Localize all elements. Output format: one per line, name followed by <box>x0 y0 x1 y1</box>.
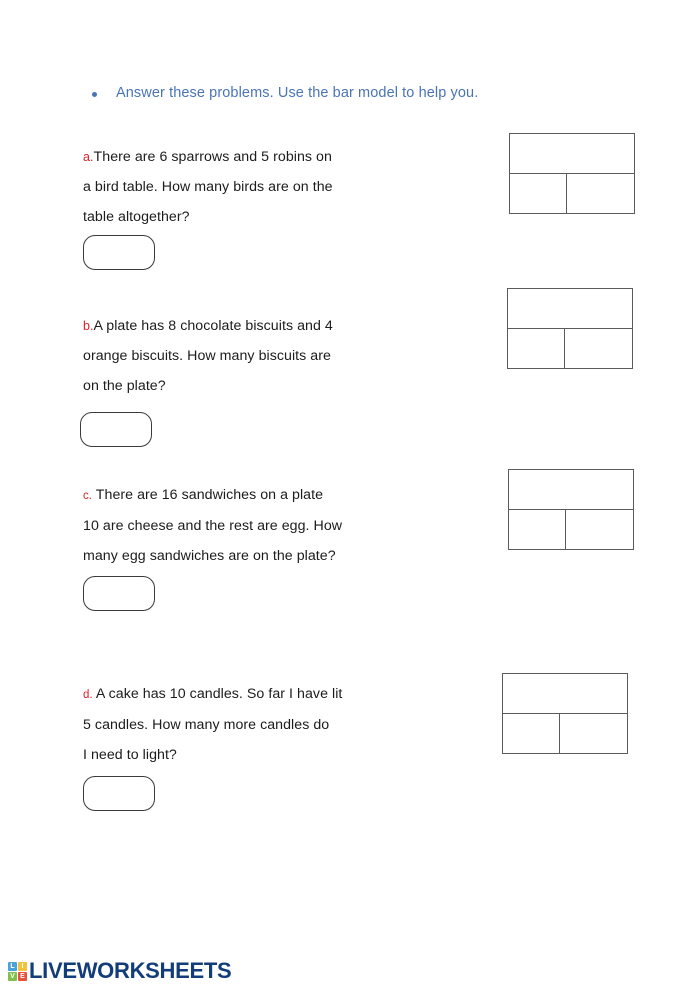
question-c-line-1 <box>83 480 413 511</box>
bar-model-c <box>508 469 634 550</box>
question-c-line-3: many egg sandwiches are on the plate? <box>83 548 336 564</box>
bar-whole-d <box>502 673 628 714</box>
question-c-label: c. <box>83 490 93 502</box>
question-block-c <box>83 480 413 571</box>
question-a-label: a. <box>83 150 94 164</box>
logo-cell-l: L <box>8 962 17 971</box>
bar-part-right-a <box>566 173 636 214</box>
question-b-text-1: A plate has 8 chocolate biscuits and 4 <box>93 318 333 334</box>
question-d-label: d. <box>83 689 93 701</box>
question-b-label: b. <box>83 319 94 333</box>
bar-model-a <box>509 133 635 214</box>
logo-cell-v: V <box>8 972 17 981</box>
bar-model-b <box>507 288 633 369</box>
question-c-line-2: 10 are cheese and the rest are egg. How <box>83 518 343 534</box>
question-b-line-1 <box>83 311 413 341</box>
bar-whole-c <box>508 469 634 510</box>
bar-part-right-c <box>565 509 635 550</box>
bar-part-right-d <box>559 713 629 754</box>
answer-input-c[interactable] <box>83 576 155 611</box>
logo-cell-i: I <box>18 962 27 971</box>
question-block-d <box>83 679 413 770</box>
question-a-line-1 <box>83 142 413 172</box>
answer-input-b[interactable] <box>80 412 152 447</box>
liveworksheets-footer[interactable] <box>8 960 231 982</box>
question-c-text-1: There are 16 sandwiches on a plate <box>92 487 324 503</box>
instruction-text: Answer these problems. Use the bar model to help you. <box>116 85 479 101</box>
bar-whole-a <box>509 133 635 174</box>
liveworksheets-logo-icon <box>8 962 27 981</box>
bar-part-left-b <box>507 328 565 369</box>
question-a-line-2: a bird table. How many birds are on the <box>83 179 333 195</box>
bar-part-left-a <box>509 173 567 214</box>
answer-input-a[interactable] <box>83 235 155 270</box>
question-block-b <box>83 311 413 401</box>
question-b-line-3: on the plate? <box>83 378 166 394</box>
question-block-a <box>83 142 413 232</box>
bar-part-right-b <box>564 328 634 369</box>
question-a-text-1: There are 6 sparrows and 5 robins on <box>93 149 332 165</box>
bullet-icon <box>92 92 97 97</box>
answer-input-d[interactable] <box>83 776 155 811</box>
question-d-text-1: A cake has 10 candles. So far I have lit <box>92 686 343 702</box>
logo-cell-e: E <box>18 972 27 981</box>
question-a-line-3: table altogether? <box>83 209 190 225</box>
liveworksheets-wordmark: LIVEWORKSHEETS <box>29 958 232 983</box>
bar-whole-b <box>507 288 633 329</box>
question-d-line-2: 5 candles. How many more candles do <box>83 717 330 733</box>
question-d-line-3: I need to light? <box>83 747 177 763</box>
question-b-line-2: orange biscuits. How many biscuits are <box>83 348 331 364</box>
question-d-line-1 <box>83 679 413 710</box>
instruction-heading <box>92 84 478 103</box>
bar-part-left-c <box>508 509 566 550</box>
bar-model-d <box>502 673 628 754</box>
bar-part-left-d <box>502 713 560 754</box>
